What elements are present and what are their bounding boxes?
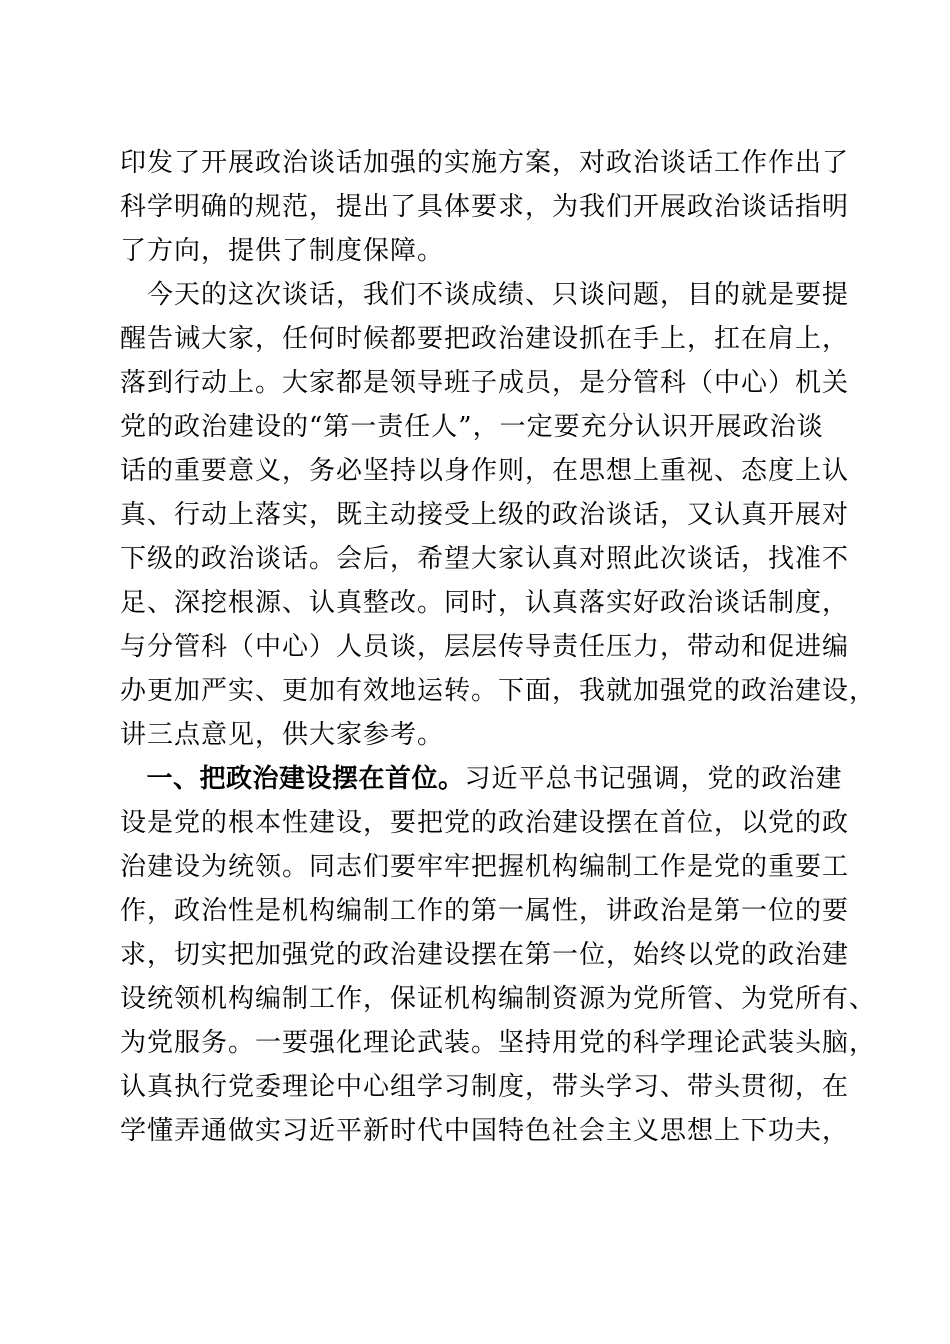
text-line: 认真执行党委理论中心组学习制度，带头学习、带头贯彻，在: [120, 1072, 850, 1102]
text-line: 求，切实把加强党的政治建设摆在第一位，始终以党的政治建: [120, 940, 850, 970]
text-line: 下级的政治谈话。会后，希望大家认真对照此次谈话，找准不: [120, 544, 850, 574]
section-heading-rest: 习近平总书记强调，党的政治建: [464, 764, 843, 794]
text-line: 学懂弄通做实习近平新时代中国特色社会主义思想上下功夫，: [120, 1116, 850, 1146]
text-line: 了方向，提供了制度保障。: [120, 236, 445, 266]
text-line: 设是党的根本性建设，要把党的政治建设摆在首位，以党的政: [120, 808, 850, 838]
text-line: 醒告诫大家，任何时候都要把政治建设抓在手上，扛在肩上，: [120, 324, 850, 354]
text-line: 今天的这次谈话，我们不谈成绩、只谈问题，目的就是要提: [120, 280, 850, 310]
text-line: 党的政治建设的“第一责任人”，一定要充分认识开展政治谈: [120, 412, 824, 442]
section-heading: 一、把政治建设摆在首位。: [120, 764, 465, 794]
text-line: 设统领机构编制工作，保证机构编制资源为党所管、为党所有、: [120, 984, 877, 1014]
text-line: 治建设为统领。同志们要牢牢把握机构编制工作是党的重要工: [120, 852, 850, 882]
text-line: 为党服务。一要强化理论武装。坚持用党的科学理论武装头脑，: [120, 1028, 877, 1058]
text-line: 足、深挖根源、认真整改。同时，认真落实好政治谈话制度，: [120, 588, 850, 618]
text-line: 话的重要意义，务必坚持以身作则，在思想上重视、态度上认: [120, 456, 850, 486]
text-line: 真、行动上落实，既主动接受上级的政治谈话，又认真开展对: [120, 500, 850, 530]
text-line: 办更加严实、更加有效地运转。下面，我就加强党的政治建设，: [120, 676, 877, 706]
text-line: 讲三点意见，供大家参考。: [120, 720, 445, 750]
text-line: 与分管科（中心）人员谈，层层传导责任压力，带动和促进编: [120, 632, 850, 662]
section-heading-line: [120, 757, 843, 801]
text-line: 科学明确的规范，提出了具体要求，为我们开展政治谈话指明: [120, 192, 850, 222]
text-line: 印发了开展政治谈话加强的实施方案，对政治谈话工作作出了: [120, 148, 850, 178]
text-line: 作，政治性是机构编制工作的第一属性，讲政治是第一位的要: [120, 896, 850, 926]
text-line: 落到行动上。大家都是领导班子成员，是分管科（中心）机关: [120, 368, 850, 398]
